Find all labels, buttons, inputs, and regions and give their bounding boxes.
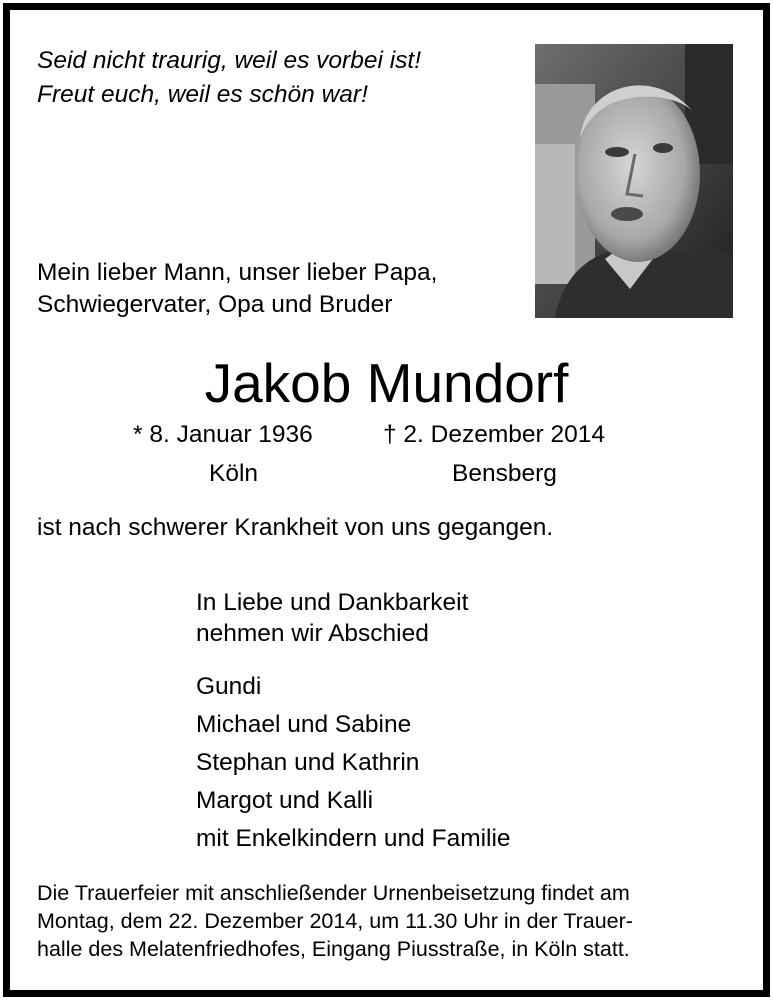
- list-item: Michael und Sabine: [196, 711, 412, 738]
- portrait-photo: [535, 44, 733, 318]
- birth-date: * 8. Januar 1936: [133, 421, 313, 448]
- farewell-line: nehmen wir Abschied: [196, 620, 429, 647]
- death-date: † 2. Dezember 2014: [383, 421, 605, 448]
- notice-line: halle des Melatenfriedhofes, Eingang Piusstraße, in Köln statt.: [37, 937, 630, 961]
- intro-line: Schwiegervater, Opa und Bruder: [37, 291, 393, 318]
- deceased-name: Jakob Mundorf: [204, 352, 569, 414]
- list-item: mit Enkelkindern und Familie: [196, 825, 511, 852]
- farewell-text: [196, 587, 468, 649]
- list-item: Stephan und Kathrin: [196, 749, 420, 776]
- birth-place: Köln: [209, 460, 259, 487]
- motto: [37, 44, 421, 112]
- portrait-photo-icon: [535, 44, 733, 318]
- intro-text: [37, 257, 437, 321]
- motto-line: Seid nicht traurig, weil es vorbei ist!: [37, 47, 421, 74]
- death-statement: ist nach schwerer Krankheit von uns gegangen.: [37, 514, 554, 541]
- notice-line: Die Trauerfeier mit anschließender Urnenbeisetzung findet am: [37, 881, 630, 905]
- notice-line: Montag, dem 22. Dezember 2014, um 11.30 Uhr in der Trauer-: [37, 909, 633, 933]
- funeral-notice: [37, 879, 633, 963]
- mourners-list: [196, 668, 511, 858]
- list-item: Gundi: [196, 673, 262, 700]
- death-place: Bensberg: [452, 460, 557, 487]
- farewell-line: In Liebe und Dankbarkeit: [196, 589, 469, 616]
- list-item: Margot und Kalli: [196, 787, 374, 814]
- intro-line: Mein lieber Mann, unser lieber Papa,: [37, 259, 438, 286]
- motto-line: Freut euch, weil es schön war!: [37, 81, 368, 108]
